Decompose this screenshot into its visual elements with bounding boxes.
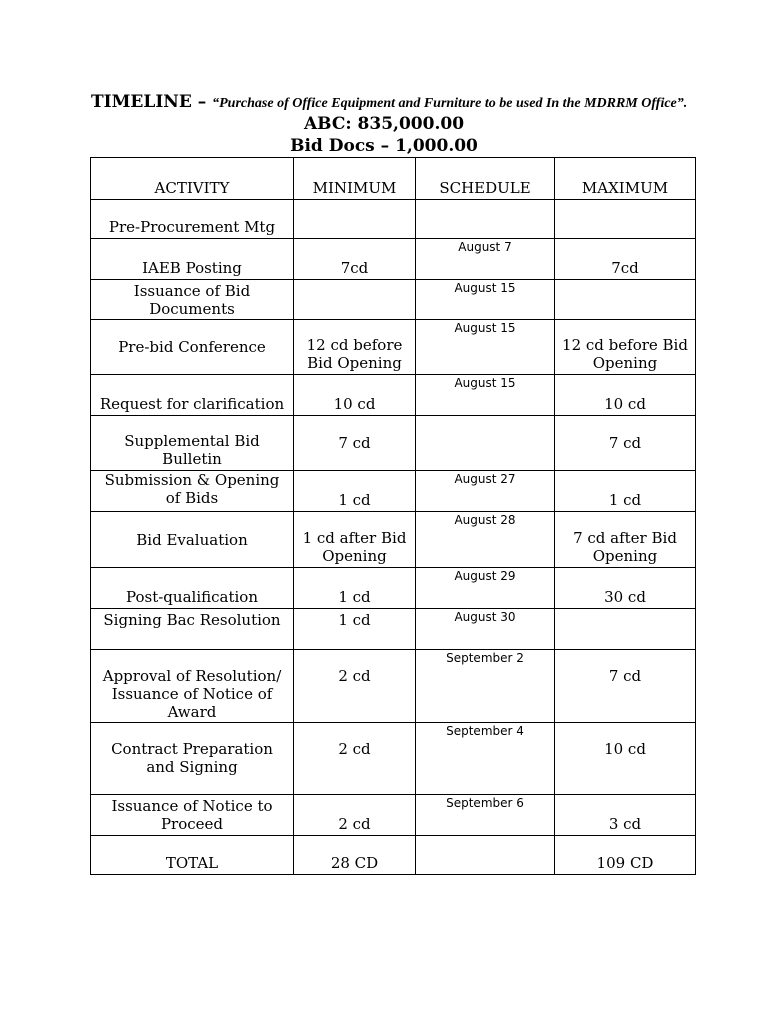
activity-cell: Approval of Resolution/ Issuance of Notice of Award [91,650,294,723]
table-row [91,320,696,375]
minimum-cell: 7 cd [294,416,416,471]
table-row [91,650,696,723]
schedule-cell: August 30 [416,609,555,650]
activity-cell: IAEB Posting [91,239,294,280]
activity-cell: Pre-bid Conference [91,320,294,375]
minimum-cell: 1 cd [294,609,416,650]
schedule-cell: September 6 [416,795,555,836]
activity-cell: Issuance of Notice to Proceed [91,795,294,836]
table-row [91,512,696,568]
schedule-cell: August 15 [416,320,555,375]
schedule-cell: September 2 [416,650,555,723]
title-label: TIMELINE – [91,92,213,112]
table-row [91,795,696,836]
minimum-cell: 7cd [294,239,416,280]
schedule-cell: September 4 [416,723,555,795]
activity-cell: Signing Bac Resolution [91,609,294,650]
maximum-cell: 7 cd after Bid Opening [555,512,696,568]
timeline-table [90,157,696,875]
activity-cell: Contract Preparation and Signing [91,723,294,795]
project-name: “Purchase of Office Equipment and Furniture to be used In the MDRRM Office”. [212,96,688,111]
schedule-cell [416,416,555,471]
activity-cell: Post-qualification [91,568,294,609]
maximum-cell: 3 cd [555,795,696,836]
maximum-cell: 1 cd [555,471,696,512]
table-row [91,568,696,609]
maximum-cell: 7 cd [555,650,696,723]
activity-cell: Submission & Opening of Bids [91,471,294,512]
header-schedule: SCHEDULE [416,158,555,200]
maximum-cell [555,609,696,650]
table-row [91,471,696,512]
minimum-cell: 1 cd [294,568,416,609]
schedule-cell: August 29 [416,568,555,609]
maximum-cell: 10 cd [555,375,696,416]
bid-docs-amount: Bid Docs – 1,000.00 [290,136,478,156]
minimum-cell: 2 cd [294,650,416,723]
schedule-cell: August 28 [416,512,555,568]
minimum-cell: 2 cd [294,795,416,836]
minimum-cell: 2 cd [294,723,416,795]
activity-cell: Pre-Procurement Mtg [91,200,294,239]
maximum-cell [555,200,696,239]
schedule-cell: August 27 [416,471,555,512]
maximum-cell: 7 cd [555,416,696,471]
maximum-cell: 10 cd [555,723,696,795]
table-row [91,200,696,239]
minimum-cell: 1 cd after Bid Opening [294,512,416,568]
total-minimum: 28 CD [294,836,416,875]
schedule-cell: August 7 [416,239,555,280]
activity-cell: Issuance of Bid Documents [91,280,294,320]
total-maximum: 109 CD [555,836,696,875]
header-activity: ACTIVITY [91,158,294,200]
schedule-cell [416,200,555,239]
maximum-cell: 30 cd [555,568,696,609]
schedule-cell: August 15 [416,280,555,320]
table-total-row [91,836,696,875]
table-row [91,280,696,320]
table-row [91,723,696,795]
table-row [91,416,696,471]
activity-cell: Bid Evaluation [91,512,294,568]
minimum-cell: 12 cd before Bid Opening [294,320,416,375]
minimum-cell: 10 cd [294,375,416,416]
minimum-cell [294,200,416,239]
header-minimum: MINIMUM [294,158,416,200]
schedule-cell [416,836,555,875]
minimum-cell: 1 cd [294,471,416,512]
document-title [91,92,711,112]
abc-amount: ABC: 835,000.00 [303,114,465,134]
activity-cell: Request for clarification [91,375,294,416]
minimum-cell [294,280,416,320]
total-label: TOTAL [91,836,294,875]
table-row [91,239,696,280]
table-header-row [91,158,696,200]
header-maximum: MAXIMUM [555,158,696,200]
activity-cell: Supplemental Bid Bulletin [91,416,294,471]
schedule-cell: August 15 [416,375,555,416]
maximum-cell [555,280,696,320]
table-row [91,375,696,416]
maximum-cell: 7cd [555,239,696,280]
table-row [91,609,696,650]
maximum-cell: 12 cd before Bid Opening [555,320,696,375]
